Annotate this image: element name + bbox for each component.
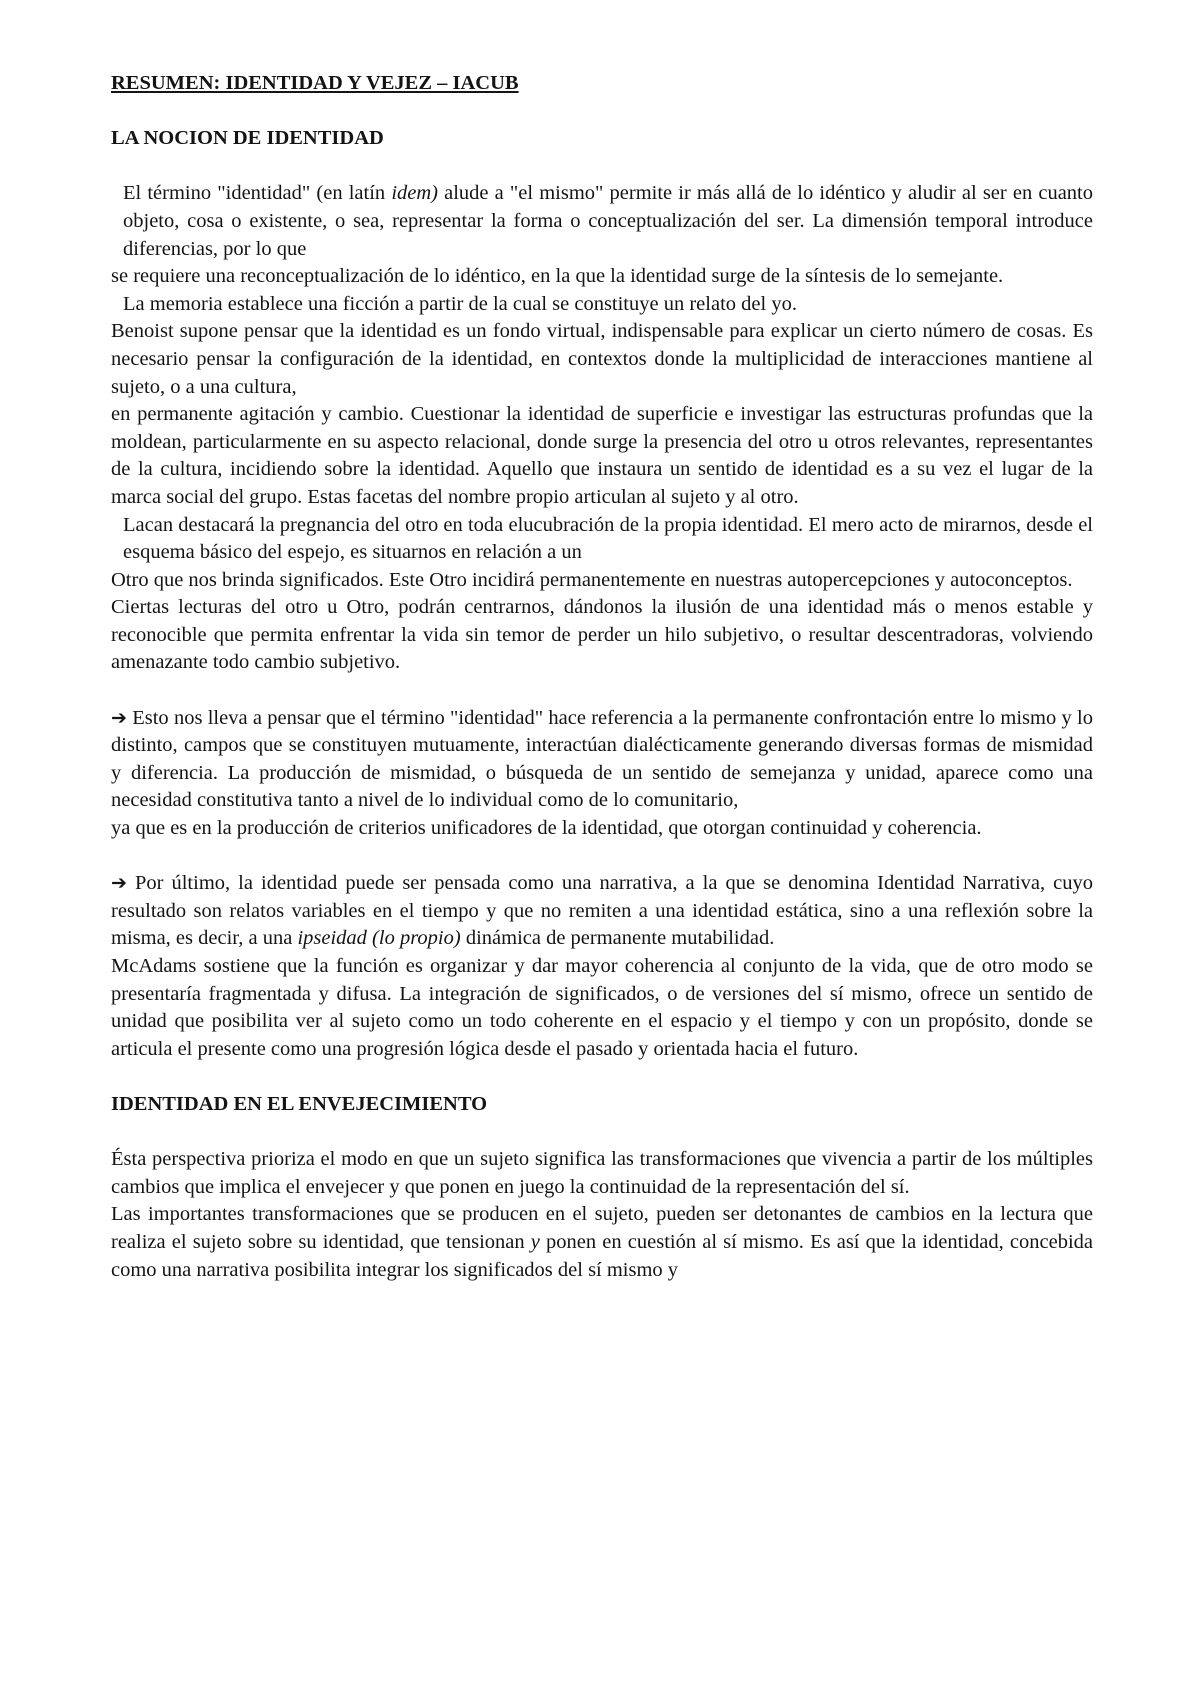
paragraph-identidad-narrativa xyxy=(111,870,1093,953)
paragraph-otro-significados: Otro que nos brinda significados. Este Otro incidirá permanentemente en nuestras autopercepciones y autoconceptos. xyxy=(111,568,1073,591)
paragraph-lacan: Lacan destacará la pregnancia del otro en toda elucubración de la propia identidad. El mero acto de mirarnos, desde el esquema básico del espejo, es situarnos en relación a un xyxy=(123,513,1093,564)
italic-term-ipseidad: ipseidad (lo propio) xyxy=(297,927,461,950)
paragraph-text: dinámica de permanente mutabilidad. xyxy=(460,927,775,950)
paragraph-memoria: La memoria establece una ficción a partir de la cual se constituye un relato del yo. xyxy=(123,292,797,315)
paragraph-text: Esto nos lleva a pensar que el término "identidad" hace referencia a la permanente confrontación entre lo mismo y lo distinto, campos que se constituyen mutuamente, interactúan dialécticamente generando diversas formas de mismidad y diferencia. La producción de mismidad, o búsqueda de un sentido de semejanza y unidad, aparece como una necesidad constitutiva tanto a nivel de lo individual como de lo comunitario, xyxy=(111,706,1094,812)
paragraph-agitacion-cambio: en permanente agitación y cambio. Cuestionar la identidad de superficie e investigar las estructuras profundas que la moldean, particularmente en su aspecto relacional, donde surge la presencia del otro u otros relevantes, representantes de la cultura, incidiendo sobre la identidad. Aquello que instaura un sentido de identidad es a su vez el lugar de la marca social del grupo. Estas facetas del nombre propio articulan al sujeto y al otro. xyxy=(111,403,1093,508)
paragraph-criterios-unificadores: ya que es en la producción de criterios unificadores de la identidad, que otorgan continuidad y coherencia. xyxy=(111,817,982,840)
blank-line xyxy=(111,843,1093,871)
document-page xyxy=(111,70,1093,1284)
paragraph-mismidad xyxy=(111,705,1093,815)
blank-line xyxy=(111,677,1093,705)
italic-term-idem: idem) xyxy=(391,182,438,205)
paragraph-text: ponen en cuestión al sí mismo. Es así que la identidad, concebida como una narrativa posibilita integrar los significados del sí mismo y xyxy=(111,1230,1093,1281)
blank-line xyxy=(111,1119,1093,1147)
paragraph-text: Las importantes transformaciones que se producen en el sujeto, pueden ser detonantes de cambios en la lectura que realiza el sujeto sobre su identidad, que tensionan xyxy=(111,1203,1093,1253)
section-heading-envejecimiento: IDENTIDAD EN EL ENVEJECIMIENTO xyxy=(111,1092,488,1115)
paragraph-lecturas-otro: Ciertas lecturas del otro u Otro, podrán centrarnos, dándonos la ilusión de una identidad más o menos estable y reconocible que permita enfrentar la vida sin temor de perder un hilo subjetivo, o resultar descentradoras, volviendo amenazante todo cambio subjetivo. xyxy=(111,596,1093,674)
italic-word-y: y xyxy=(530,1230,540,1253)
arrow-right-icon: ➔ xyxy=(111,706,127,729)
paragraph-text: alude a "el mismo" permite ir más allá de lo idéntico y aludir al ser en cuanto objeto, cosa o existente, o sea, representar la forma o conceptualización del ser. La dimensión temporal introduce diferencias, por lo que xyxy=(123,182,1093,260)
paragraph-benoist: Benoist supone pensar que la identidad es un fondo virtual, indispensable para explicar un cierto número de cosas. Es necesario pensar la configuración de la identidad, en contextos donde la multiplicidad de interacciones mantiene al sujeto, o a una cultura, xyxy=(111,320,1093,398)
document-title: RESUMEN: IDENTIDAD Y VEJEZ – IACUB xyxy=(111,72,519,94)
paragraph-perspectiva: Ésta perspectiva prioriza el modo en que un sujeto significa las transformaciones que vivencia a partir de los múltiples cambios que implica el envejecer y que ponen en juego la continuidad de la representación del sí. xyxy=(111,1148,1093,1198)
section-heading-nocion-identidad: LA NOCION DE IDENTIDAD xyxy=(111,127,384,150)
paragraph-transformaciones xyxy=(111,1201,1093,1284)
blank-line xyxy=(111,153,1093,181)
paragraph-reconceptualizacion: se requiere una reconceptualización de lo idéntico, en la que la identidad surge de la síntesis de lo semejante. xyxy=(111,265,1004,288)
paragraph-termino-identidad xyxy=(111,180,1093,263)
arrow-right-icon: ➔ xyxy=(111,872,127,895)
paragraph-mcadams: McAdams sostiene que la función es organizar y dar mayor coherencia al conjunto de la vida, que de otro modo se presentaría fragmentada y difusa. La integración de significados, o de versiones del sí mismo, ofrece un sentido de unidad que posibilita ver al sujeto como un todo coherente en el espacio y el tiempo y con un propósito, donde se articula el presente como una progresión lógica desde el pasado y orientada hacia el futuro. xyxy=(111,955,1093,1060)
paragraph-text: Por último, la identidad puede ser pensada como una narrativa, a la que se denomina Identidad Narrativa, cuyo resultado son relatos variables en el tiempo y que no remiten a una identidad estática, sino a una reflexión sobre la misma, es decir, a una xyxy=(111,872,1093,950)
paragraph-text: El término "identidad" (en latín xyxy=(123,182,392,205)
